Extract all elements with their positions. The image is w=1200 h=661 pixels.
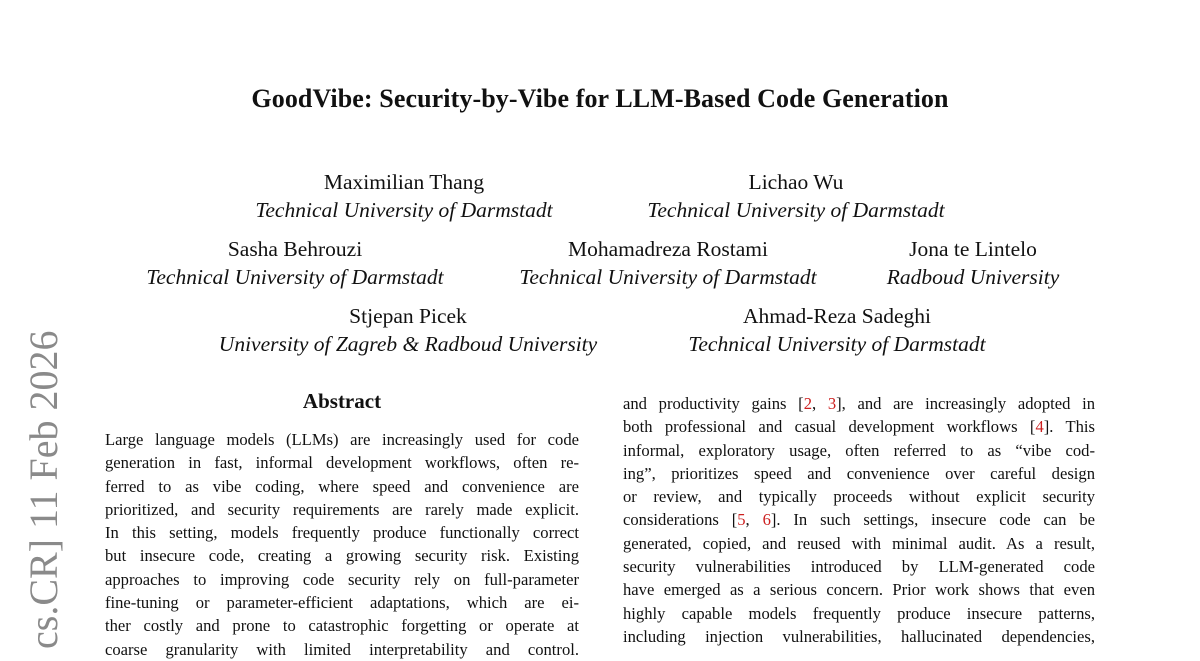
author-affiliation: Technical University of Darmstadt <box>255 198 553 222</box>
abstract-line: In this setting, models frequently produce functionally correct <box>105 523 579 543</box>
abstract-heading: Abstract <box>302 389 382 413</box>
citation-link[interactable]: 6 <box>762 510 771 530</box>
arxiv-identifier-stamp: cs.CR] 11 Feb 2026 <box>21 330 66 649</box>
citation-link[interactable]: 3 <box>827 394 837 413</box>
intro-line: considerations [5, 6]. In such settings, insecure code can be <box>623 510 1095 530</box>
author-name: Mohamadreza Rostami <box>567 237 769 261</box>
intro-line: informal, exploratory usage, often referred to as “vibe cod- <box>623 440 1095 460</box>
intro-line: and productivity gains [2, 3], and are increasingly adopted in <box>623 394 1096 413</box>
abstract-body <box>105 428 579 661</box>
author-block <box>255 168 552 224</box>
abstract-line: approaches to improving code security rely on full-parameter <box>105 569 579 589</box>
intro-line: both professional and casual development workflows [4]. This <box>623 417 1095 437</box>
author-block <box>688 302 985 358</box>
author-affiliation: Radboud University <box>886 265 1060 289</box>
abstract-line: ferred to as vibe coding, where speed and convenience are <box>105 476 579 496</box>
abstract-line: but insecure code, creating a growing security risk. Existing <box>105 546 579 566</box>
intro-line: or review, and typically proceeds without explicit security <box>623 487 1095 507</box>
paper-title: GoodVibe: Security-by-Vibe for LLM-Based Code Generation <box>251 84 949 113</box>
author-block <box>219 302 597 358</box>
author-name: Maximilian Thang <box>323 170 485 194</box>
intro-line: generated, copied, and reused with minimal audit. As a result, <box>623 533 1095 553</box>
author-affiliation: University of Zagreb & Radboud University <box>218 332 598 356</box>
author-affiliation: Technical University of Darmstadt <box>647 198 945 222</box>
abstract-line: generation in fast, informal development workflows, often re- <box>105 453 579 473</box>
author-affiliation: Technical University of Darmstadt <box>688 332 986 356</box>
author-block <box>887 235 1060 291</box>
abstract-line: coarse granularity with limited interpretability and control. <box>105 639 579 659</box>
author-block <box>519 235 816 291</box>
abstract-line: Large language models (LLMs) are increasingly used for code <box>105 430 579 449</box>
intro-line: including injection vulnerabilities, hallucinated dependencies, <box>623 626 1095 646</box>
intro-line: highly capable models frequently produce insecure patterns, <box>623 603 1095 623</box>
author-name: Lichao Wu <box>748 170 844 194</box>
abstract-line: ther costly and prone to catastrophic forgetting or operate at <box>105 616 579 636</box>
author-block <box>146 235 443 291</box>
author-name: Stjepan Picek <box>349 304 467 328</box>
abstract-line: prioritized, and security requirements are rarely made explicit. <box>105 499 579 519</box>
introduction-body <box>623 392 1095 648</box>
author-name: Jona te Lintelo <box>909 237 1037 261</box>
author-name: Ahmad-Reza Sadeghi <box>742 304 932 328</box>
author-affiliation: Technical University of Darmstadt <box>519 265 817 289</box>
abstract-line: fine-tuning or parameter-efficient adaptations, which are ei- <box>105 593 579 613</box>
intro-line: have emerged as a serious concern. Prior work shows that even <box>623 580 1095 600</box>
author-block <box>647 168 944 224</box>
author-affiliation: Technical University of Darmstadt <box>146 265 444 289</box>
intro-line: ing”, prioritizes speed and convenience over careful design <box>623 463 1095 483</box>
author-name: Sasha Behrouzi <box>227 237 363 261</box>
intro-line: security vulnerabilities introduced by LLM-generated code <box>623 557 1095 577</box>
citation-link[interactable]: 5 <box>737 510 746 530</box>
citation-link[interactable]: 4 <box>1035 417 1044 437</box>
citation-link[interactable]: 2 <box>803 394 812 413</box>
